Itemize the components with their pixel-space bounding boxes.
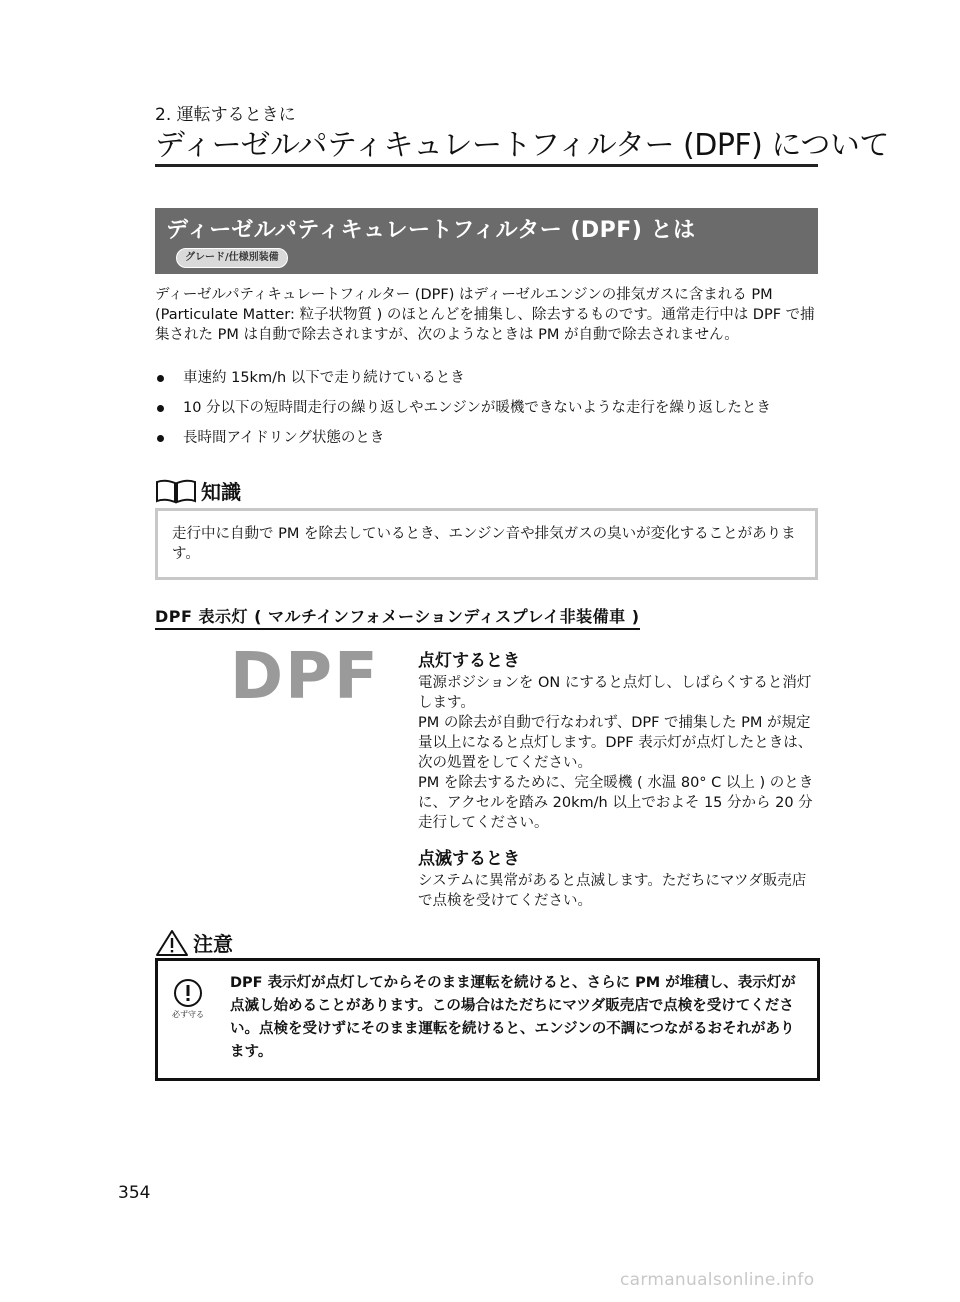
list-item-text: 10 分以下の短時間走行の繰り返しやエンジンが暖機できないような走行を繰り返したとき	[183, 400, 771, 416]
intro-paragraph: ディーゼルパティキュレートフィルター (DPF) はディーゼルエンジンの排気ガスに含まれる PM (Particulate Matter: 粒子状物質 ) のほとんどを捕集し、除去するものです。通常走行中は DPF で捕集された PM は自動で除去されますが、次のようなときは PM が自動で除去されません。	[155, 287, 815, 343]
list-item	[155, 398, 818, 418]
bullet-icon	[157, 435, 164, 442]
blink-text: システムに異常があると点滅します。ただちにマツダ販売店で点検を受けてください。	[418, 873, 807, 909]
list-item-text: 車速約 15km/h 以下で走り続けているとき	[183, 370, 465, 386]
blink-description	[418, 848, 818, 911]
blink-heading: 点滅するとき	[418, 849, 520, 869]
warning-triangle-icon	[155, 929, 189, 957]
exclamation-circle-icon	[173, 978, 203, 1008]
intro-text	[155, 285, 818, 345]
page-title: ディーゼルパティキュレートフィルター (DPF) について	[155, 128, 889, 163]
lit-text-2: PM の除去が自動で行なわれず、DPF で捕集した PM が規定量以上になると点灯します。DPF 表示灯が点灯したときは、次の処置をしてください。	[418, 715, 813, 771]
must-observe-badge	[172, 978, 204, 1020]
dpf-indicator-symbol: DPF	[230, 640, 380, 714]
bullet-icon	[157, 375, 164, 382]
knowledge-label: 知識	[201, 480, 241, 504]
page-number: 354	[118, 1183, 151, 1203]
must-observe-label: 必ず守る	[172, 1010, 204, 1019]
list-item-text: 長時間アイドリング状態のとき	[183, 430, 385, 446]
lit-text-3: PM を除去するために、完全暖機 ( 水温 80° C 以上 ) のときに、アクセルを踏み 20km/h 以上でおよそ 15 分から 20 分走行してください。	[418, 775, 814, 831]
knowledge-text: 走行中に自動で PM を除去しているとき、エンジン音や排気ガスの臭いが変化することがあります。	[172, 526, 796, 562]
caution-label: 注意	[193, 932, 233, 956]
watermark: carmanualsonline.info	[620, 1270, 815, 1290]
grade-badge: グレード/仕様別装備	[176, 248, 288, 268]
section-title: ディーゼルパティキュレートフィルター (DPF) とは	[166, 218, 696, 243]
knowledge-heading	[155, 476, 241, 505]
caution-heading	[155, 928, 233, 957]
title-underline	[155, 164, 818, 167]
chapter-label: 2. 運転するときに	[155, 105, 296, 125]
lit-heading: 点灯するとき	[418, 651, 520, 671]
list-item	[155, 428, 818, 448]
bullet-icon	[157, 405, 164, 412]
lit-text-1: 電源ポジションを ON にすると点灯し、しばらくすると消灯します。	[418, 675, 812, 711]
book-icon	[155, 478, 197, 504]
condition-list	[155, 368, 818, 458]
caution-text: DPF 表示灯が点灯してからそのまま運転を続けると、さらに PM が堆積し、表示灯が点滅し始めることがあります。この場合はただちにマツダ販売店で点検を受けてください。点検を受けずにそのまま運転を続けると、エンジンの不調につながるおそれがあります。	[230, 975, 796, 1060]
lit-description	[418, 650, 818, 833]
list-item	[155, 368, 818, 388]
indicator-heading: DPF 表示灯 ( マルチインフォメーションディスプレイ非装備車 )	[155, 604, 640, 630]
